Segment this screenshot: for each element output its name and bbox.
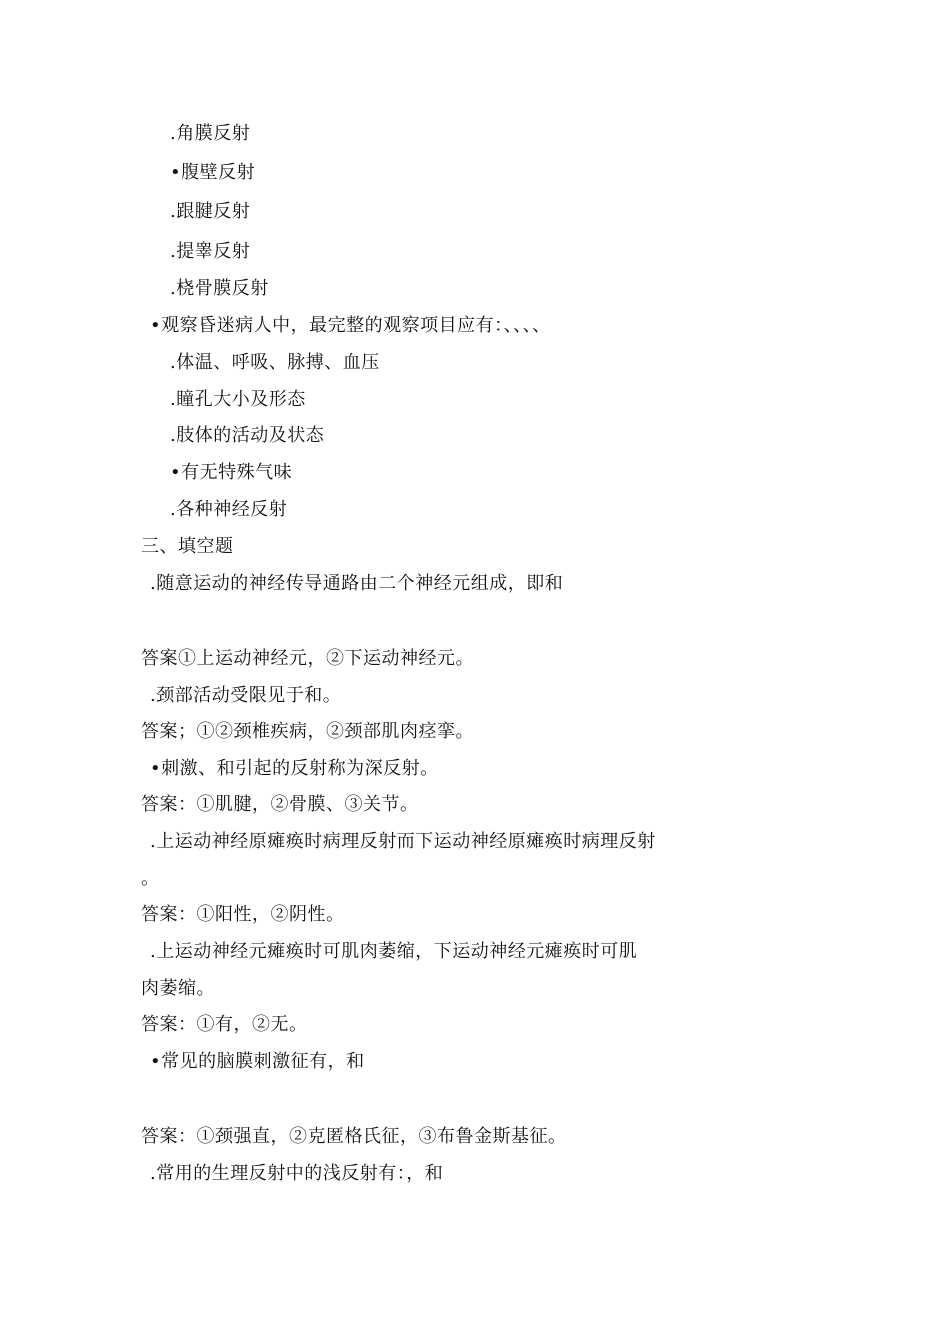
question-pathological-reflex-end: 。 [141, 868, 160, 889]
option-odor: •有无特殊气味 [170, 462, 293, 483]
option-limb-activity: .肢体的活动及状态 [170, 425, 325, 446]
question-coma-observation: •观察昏迷病人中，最完整的观察项目应有：、、、、 [150, 315, 551, 336]
answer-voluntary-movement: 答案①上运动神经元，②下运动神经元。 [141, 648, 474, 669]
question-muscle-atrophy-cont: 肉萎缩。 [141, 978, 215, 999]
option-nerve-reflexes: .各种神经反射 [170, 499, 288, 520]
answer-pathological-reflex: 答案：①阳性，②阴性。 [141, 904, 345, 925]
answer-meningeal-signs: 答案：①颈强直，②克匿格氏征，③布鲁金斯基征。 [141, 1126, 567, 1147]
question-muscle-atrophy: .上运动神经元瘫痪时可肌肉萎缩，下运动神经元瘫痪时可肌 [150, 941, 638, 962]
question-superficial-reflex: .常用的生理反射中的浅反射有：，和 [150, 1163, 444, 1184]
question-pathological-reflex: .上运动神经原瘫痪时病理反射而下运动神经原瘫痪时病理反射 [150, 831, 656, 852]
question-meningeal-signs: •常见的脑膜刺激征有，和 [150, 1051, 365, 1072]
question-voluntary-movement: .随意运动的神经传导通路由二个神经元组成，即和 [150, 573, 564, 594]
answer-neck-movement: 答案；①②颈椎疾病，②颈部肌肉痉挛。 [141, 721, 474, 742]
question-neck-movement: .颈部活动受限见于和。 [150, 685, 342, 706]
option-radial-periosteal-reflex: .桡骨膜反射 [170, 278, 269, 299]
option-corneal-reflex: .角膜反射 [170, 123, 251, 144]
question-deep-reflex: •刺激、和引起的反射称为深反射。 [150, 758, 439, 779]
section-heading-fill-in: 三、填空题 [141, 536, 234, 557]
answer-deep-reflex: 答案：①肌腱，②骨膜、③关节。 [141, 794, 419, 815]
option-cremasteric-reflex: .提睾反射 [170, 241, 251, 262]
option-achilles-reflex: .跟腱反射 [170, 201, 251, 222]
option-pupil: .瞳孔大小及形态 [170, 389, 306, 410]
answer-muscle-atrophy: 答案：①有，②无。 [141, 1014, 308, 1035]
option-abdominal-reflex: •腹壁反射 [170, 162, 256, 183]
option-vital-signs: .体温、呼吸、脉搏、血压 [170, 352, 380, 373]
